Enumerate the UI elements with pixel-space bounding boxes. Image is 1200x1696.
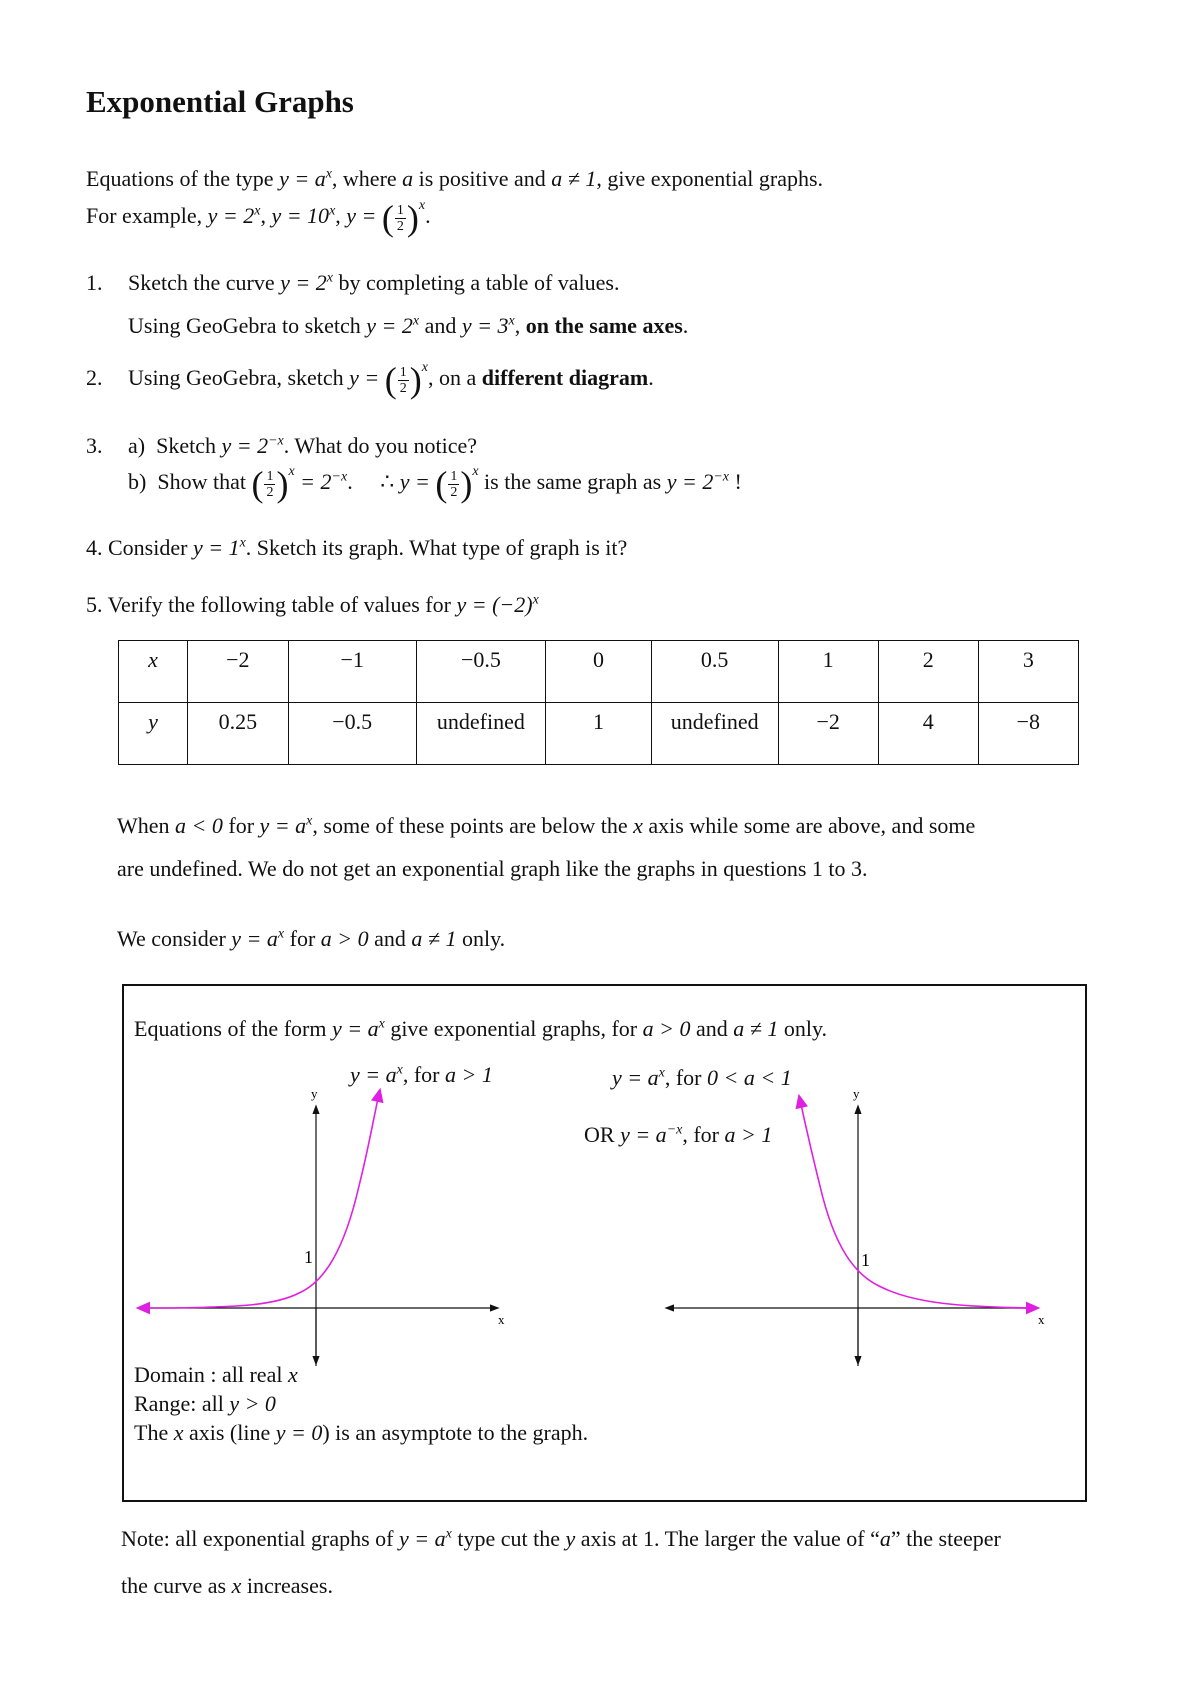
right-decay-curve — [800, 1100, 1034, 1308]
right-graph-label: $y = a^x$, for 0 < a < 1 — [612, 1065, 792, 1090]
left-x-axis-label: x — [498, 1312, 505, 1327]
left-y-axis-label: y — [311, 1086, 318, 1101]
left-intercept-label: 1 — [304, 1247, 313, 1267]
half-power-x: ( 1 2 ) $^x$ — [251, 464, 295, 504]
question-1-line-2: Using GeoGebra to sketch $y = 2^x$ and $y = 3^x$, on the same axes. — [128, 313, 689, 338]
question-1: 1. Sketch the curve $y = 2^x$ by completing a table of values. — [86, 270, 620, 295]
left-graph-label: $y = a^x$, for a > 1 — [350, 1062, 493, 1087]
right-graph-label-alt: OR $y = a^{-x}$, for a > 1 — [584, 1122, 773, 1147]
right-y-axis-label: y — [853, 1086, 860, 1101]
summary-heading: Equations of the form $y = a^x$ give exponential graphs, for a > 0 and a ≠ 1 only. — [134, 1016, 828, 1041]
asymptote-text: The x axis (line y = 0) is an asymptote to the graph. — [134, 1420, 589, 1445]
summary-box — [122, 984, 1087, 1502]
half-power-x: ( 1 2 ) $^x$ — [435, 464, 479, 504]
values-table — [118, 640, 1079, 765]
paragraph-consider: We consider $y = a^x$ for a > 0 and a ≠ 1 only. — [117, 926, 506, 951]
table-row-x: x −2 −1 −0.5 0 0.5 1 2 3 — [119, 641, 1079, 703]
question-4: 4. Consider $y = 1^x$. Sketch its graph. What type of graph is it? — [86, 535, 628, 560]
half-power-x: ( 1 2 ) $^x$ — [384, 360, 429, 400]
question-2: 2. Using GeoGebra, sketch y = ( 1 2 ) $^x$ , on a different diagram. — [86, 360, 654, 400]
page-title: Exponential Graphs — [86, 84, 354, 119]
half-power-x: ( 1 2 ) $^x$ — [381, 198, 426, 238]
table-row-y: y 0.25 −0.5 undefined 1 undefined −2 4 −8 — [119, 703, 1079, 765]
question-5: 5. Verify the following table of values for $y = (-2)^x$ — [86, 592, 539, 617]
intro-line-1: Equations of the type $y = a^x$, where a is positive and a ≠ 1, give exponential graphs. — [86, 166, 824, 191]
right-x-axis-label: x — [1038, 1312, 1045, 1327]
left-growth-curve — [172, 1094, 379, 1308]
paragraph-negative-base-line-2: are undefined. We do not get an exponential graph like the graphs in questions 1 to 3. — [117, 856, 868, 881]
question-3b: b) Show that ( 1 2 ) $^x$ = $2^{-x}$. ∴ y = ( 1 2 ) $^x$ is the same graph as $y = 2^{-x}$ ! — [128, 464, 742, 504]
paragraph-negative-base: When a < 0 for $y = a^x$, some of these points are below the x axis while some are above, and some — [117, 813, 976, 838]
range-text: Range: all y > 0 — [134, 1391, 276, 1416]
intro-line-2: For example, $y = 2^x$, $y = 10^x$, y = ( 1 2 ) $^x$ . — [86, 198, 431, 238]
right-intercept-label: 1 — [861, 1250, 870, 1270]
domain-text: Domain : all real x — [134, 1362, 298, 1387]
note-line-2: the curve as x increases. — [121, 1573, 333, 1598]
note-line-1: Note: all exponential graphs of $y = a^x$ type cut the y axis at 1. The larger the value of “a” the steeper — [121, 1526, 1001, 1551]
question-3a: 3. a) Sketch $y = 2^{-x}$. What do you notice? — [86, 433, 478, 458]
